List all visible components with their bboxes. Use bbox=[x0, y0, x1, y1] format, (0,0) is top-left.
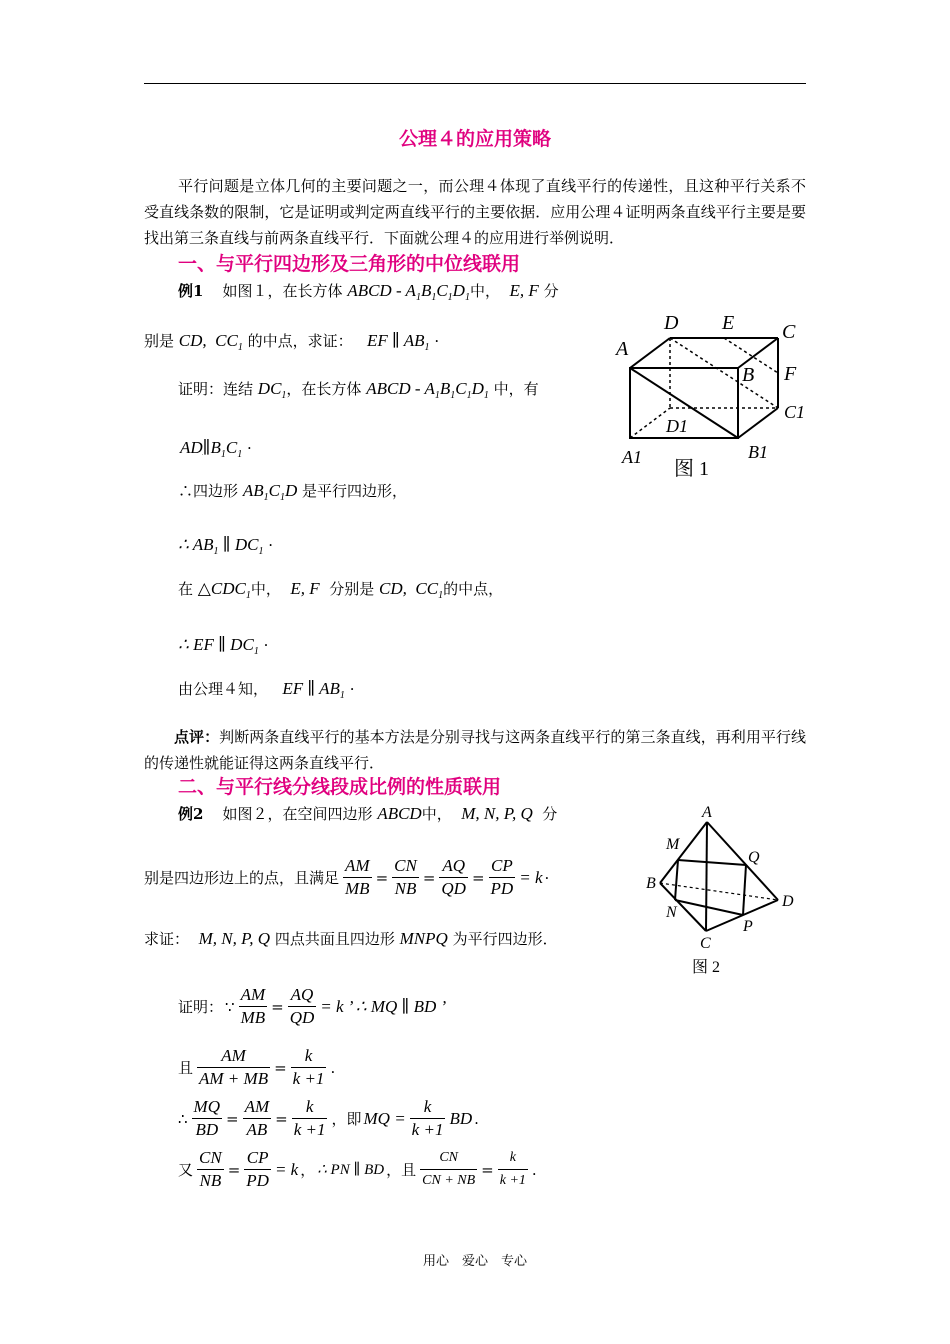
frac-AQ-QD: $\frac{AQ}{QD}$ bbox=[441, 856, 466, 898]
in-text2: 中， bbox=[250, 580, 281, 598]
and2-label: ，且 bbox=[386, 1161, 417, 1179]
proof1-line2: $AD\parallel B_1C_1$ · bbox=[180, 438, 252, 460]
frac-k-kplus1-4: $\frac{k}{k +1}$ bbox=[499, 1150, 526, 1188]
math-cuboid: ABCD - $A_1B_1C_1D_1$ bbox=[347, 281, 470, 303]
comment-label: 点评： bbox=[174, 728, 220, 746]
fig2-label-Q: Q bbox=[748, 849, 760, 866]
math-AD-B1C1: $AD\parallel B_1C_1$ bbox=[180, 438, 243, 460]
proof1-line3 bbox=[178, 480, 407, 503]
fig1-label-A1: A1 bbox=[622, 447, 642, 467]
frac-CN-NB-2: $\frac{CN}{NB}$ bbox=[199, 1148, 222, 1190]
frac-AQ-QD-2: $\frac{AQ}{QD}$ bbox=[289, 985, 315, 1027]
example1-text5: 的中点，求证： bbox=[247, 332, 353, 350]
fig1-label-C1: C1 bbox=[784, 402, 806, 422]
fig1-label-A: A bbox=[616, 338, 629, 360]
prove2-label: 求证： bbox=[144, 930, 190, 948]
example2-text4: 别是四边形边上的点，且满足 bbox=[144, 869, 340, 887]
in-text3: 分别是 bbox=[329, 580, 375, 598]
section1-heading: 一、与平行四边形及三角形的中位线联用 bbox=[178, 253, 521, 275]
figure1-cuboid bbox=[610, 308, 820, 488]
math-DC1: $DC_1$ bbox=[257, 379, 287, 401]
example2-line2: 别是四边形边上的点，且满足 $\frac{AM}{MB}$ = $\frac{CN}{NB}$ = $\frac{AQ}{QD}$ = $\frac{CP}{PD}$ = k · bbox=[144, 856, 550, 898]
frac-CN-CNplusNB: $\frac{CN}{CN + NB}$ bbox=[422, 1150, 476, 1188]
math-goal: EF ∥ $AB_1$ bbox=[366, 331, 430, 353]
fig2-label-M: M bbox=[666, 836, 680, 853]
proof2-line3: ∴ $\frac{MQ}{BD}$ = $\frac{AM}{AB}$ = $\frac{k}{k +1}$ ，即 MQ = $\frac{k}{k +1}$ BD . bbox=[178, 1097, 479, 1139]
proof1-line1 bbox=[178, 378, 539, 401]
example2-text3: 分 bbox=[542, 805, 558, 823]
fig2-label-A: A bbox=[702, 804, 712, 821]
example1-text2: 中， bbox=[469, 282, 500, 300]
math-EF-AB1: EF ∥ $AB_1$ bbox=[282, 679, 345, 701]
math-MNPQ-list2: M, N, P, Q bbox=[198, 929, 271, 948]
fig2-label-N: N bbox=[666, 904, 677, 921]
proof2-label: 证明： bbox=[178, 998, 224, 1016]
page-title: 公理４的应用策略 bbox=[398, 128, 551, 150]
proof1-line5 bbox=[178, 578, 503, 601]
proof1-line7: 由公理４知， EF ∥ $AB_1$ · bbox=[178, 679, 355, 701]
intro-paragraph: 平行问题是立体几何的主要问题之一，而公理４体现了直线平行的传递性，且这种平行关系不受直线条数的限制，它是证明或判定两直线平行的主要依据．应用公理４证明两条直线平行主要是要找出第三条直线与前两条直线平行．下面就公理４的应用进行举例说明． bbox=[144, 177, 806, 247]
example1-line2: 别是 CD, $CC_1$ 的中点，求证： EF ∥ $AB_1$ · bbox=[144, 331, 440, 353]
frac-k-kplus1: $\frac{k}{k +1}$ bbox=[292, 1046, 325, 1088]
proof2-line1: 证明： ∵ $\frac{AM}{MB}$ = $\frac{AQ}{QD}$ = k ’ ∴ MQ ∥ BD ’ bbox=[178, 985, 447, 1027]
example2-label: 例2 bbox=[178, 805, 204, 823]
figure2-tetrahedron bbox=[640, 800, 810, 980]
section2-heading: 二、与平行线分线段成比例的性质联用 bbox=[178, 776, 502, 798]
math-CD-CC1: CD, $CC_1$ bbox=[178, 331, 243, 353]
example1-label: 例1 bbox=[178, 282, 204, 300]
math-AB1C1D: $AB_1C_1D$ bbox=[242, 481, 298, 503]
frac-CN-NB: $\frac{CN}{NB}$ bbox=[394, 856, 417, 898]
in-text4: 的中点， bbox=[443, 580, 504, 598]
frac-AM-AMplusMB: $\frac{AM}{AM + MB}$ bbox=[199, 1046, 269, 1088]
math-EF: E, F bbox=[509, 281, 539, 300]
math-EF2: E, F bbox=[290, 579, 320, 598]
frac-k-kplus1-2: $\frac{k}{k +1}$ bbox=[293, 1097, 326, 1139]
math-ABCD: ABCD bbox=[377, 804, 422, 823]
example2-text1: 如图２，在空间四边形 bbox=[222, 805, 373, 823]
frac-k-kplus1-3: $\frac{k}{k +1}$ bbox=[411, 1097, 444, 1139]
fig1-label-F: F bbox=[784, 363, 797, 385]
fig1-label-D: D bbox=[664, 312, 679, 334]
fig1-caption: 图 1 bbox=[674, 458, 709, 480]
math-MNPQ: MNPQ bbox=[399, 929, 448, 948]
by-axiom: 由公理４知， bbox=[178, 680, 269, 698]
comment-paragraph bbox=[144, 724, 806, 776]
frac-AM-MB: $\frac{AM}{MB}$ bbox=[345, 856, 370, 898]
fig2-label-B: B bbox=[646, 875, 656, 892]
proof2-line2: 且 $\frac{AM}{AM + MB}$ = $\frac{k}{k +1}$ . bbox=[178, 1046, 336, 1088]
prove2-text3: 为平行四边形． bbox=[452, 930, 558, 948]
fig1-label-C: C bbox=[782, 321, 796, 343]
math-EF-DC1: ∴ EF ∥ $DC_1$ bbox=[178, 635, 259, 657]
in-label: 在 bbox=[178, 580, 194, 598]
example1-text4: 别是 bbox=[144, 332, 175, 350]
fig1-label-E: E bbox=[722, 312, 735, 334]
proof1-text3: 中，有 bbox=[493, 380, 539, 398]
proof1-line6: ∴ EF ∥ $DC_1$ · bbox=[178, 635, 269, 657]
frac-CP-PD: $\frac{CP}{PD}$ bbox=[490, 856, 514, 898]
example2-text2: 中， bbox=[421, 805, 452, 823]
fig2-label-D: D bbox=[782, 893, 794, 910]
math-cuboid2: ABCD - $A_1B_1C_1D_1$ bbox=[366, 379, 489, 401]
quad-text: 四边形 bbox=[193, 482, 239, 500]
fig2-label-P: P bbox=[743, 918, 753, 935]
proof1-line4: ∴ $AB_1$ ∥ $DC_1$ · bbox=[178, 535, 274, 557]
proof1-label: 证明：连结 bbox=[178, 380, 254, 398]
frac-AM-AB: $\frac{AM}{AB}$ bbox=[244, 1097, 270, 1139]
also-label: 又 bbox=[178, 1161, 194, 1179]
example1-line1 bbox=[178, 280, 559, 303]
comment-text: 判断两条直线平行的基本方法是分别寻找与这两条直线平行的第三条直线，再利用平行线的传递性就能证得这两条直线平行． bbox=[144, 728, 806, 772]
frac-CP-PD-2: $\frac{CP}{PD}$ bbox=[246, 1148, 269, 1190]
fig2-caption: 图 2 bbox=[692, 959, 721, 976]
fig1-label-B: B bbox=[742, 364, 755, 386]
therefore-symbol: ∴ bbox=[178, 482, 194, 500]
fig1-label-B1: B1 bbox=[748, 442, 768, 462]
ie-label: ，即 bbox=[331, 1110, 362, 1128]
example1-text3: 分 bbox=[543, 282, 559, 300]
quad-text2: 是平行四边形， bbox=[302, 482, 408, 500]
header-rule bbox=[144, 83, 806, 84]
math-CD-CC1-2: CD, $CC_1$ bbox=[379, 579, 444, 601]
example2-line1 bbox=[178, 803, 557, 824]
prove2-line bbox=[144, 928, 558, 949]
fig1-label-D1: D1 bbox=[666, 416, 688, 436]
math-MNPQ-list: M, N, P, Q bbox=[461, 804, 533, 823]
math-AB1-DC1: ∴ $AB_1$ ∥ $DC_1$ bbox=[178, 535, 264, 557]
page-footer: 用心 爱心 专心 bbox=[422, 1254, 527, 1269]
proof2-line4: 又 $\frac{CN}{NB}$ = $\frac{CP}{PD}$ = k ， ∴ PN ∥ BD ，且 $\frac{CN}{CN + NB}$ = $\frac{k}{k +1}$ . bbox=[178, 1148, 537, 1190]
proof1-text2: ，在长方体 bbox=[286, 380, 362, 398]
fig2-label-C: C bbox=[700, 935, 711, 952]
frac-MQ-BD: $\frac{MQ}{BD}$ bbox=[193, 1097, 220, 1139]
math-triangle: $\triangle CDC_1$ bbox=[197, 579, 251, 601]
example1-text: 如图１，在长方体 bbox=[222, 282, 343, 300]
and-label: 且 bbox=[178, 1059, 194, 1077]
prove2-text2: 四点共面且四边形 bbox=[274, 930, 395, 948]
frac-AM-MB-2: $\frac{AM}{MB}$ bbox=[240, 985, 266, 1027]
